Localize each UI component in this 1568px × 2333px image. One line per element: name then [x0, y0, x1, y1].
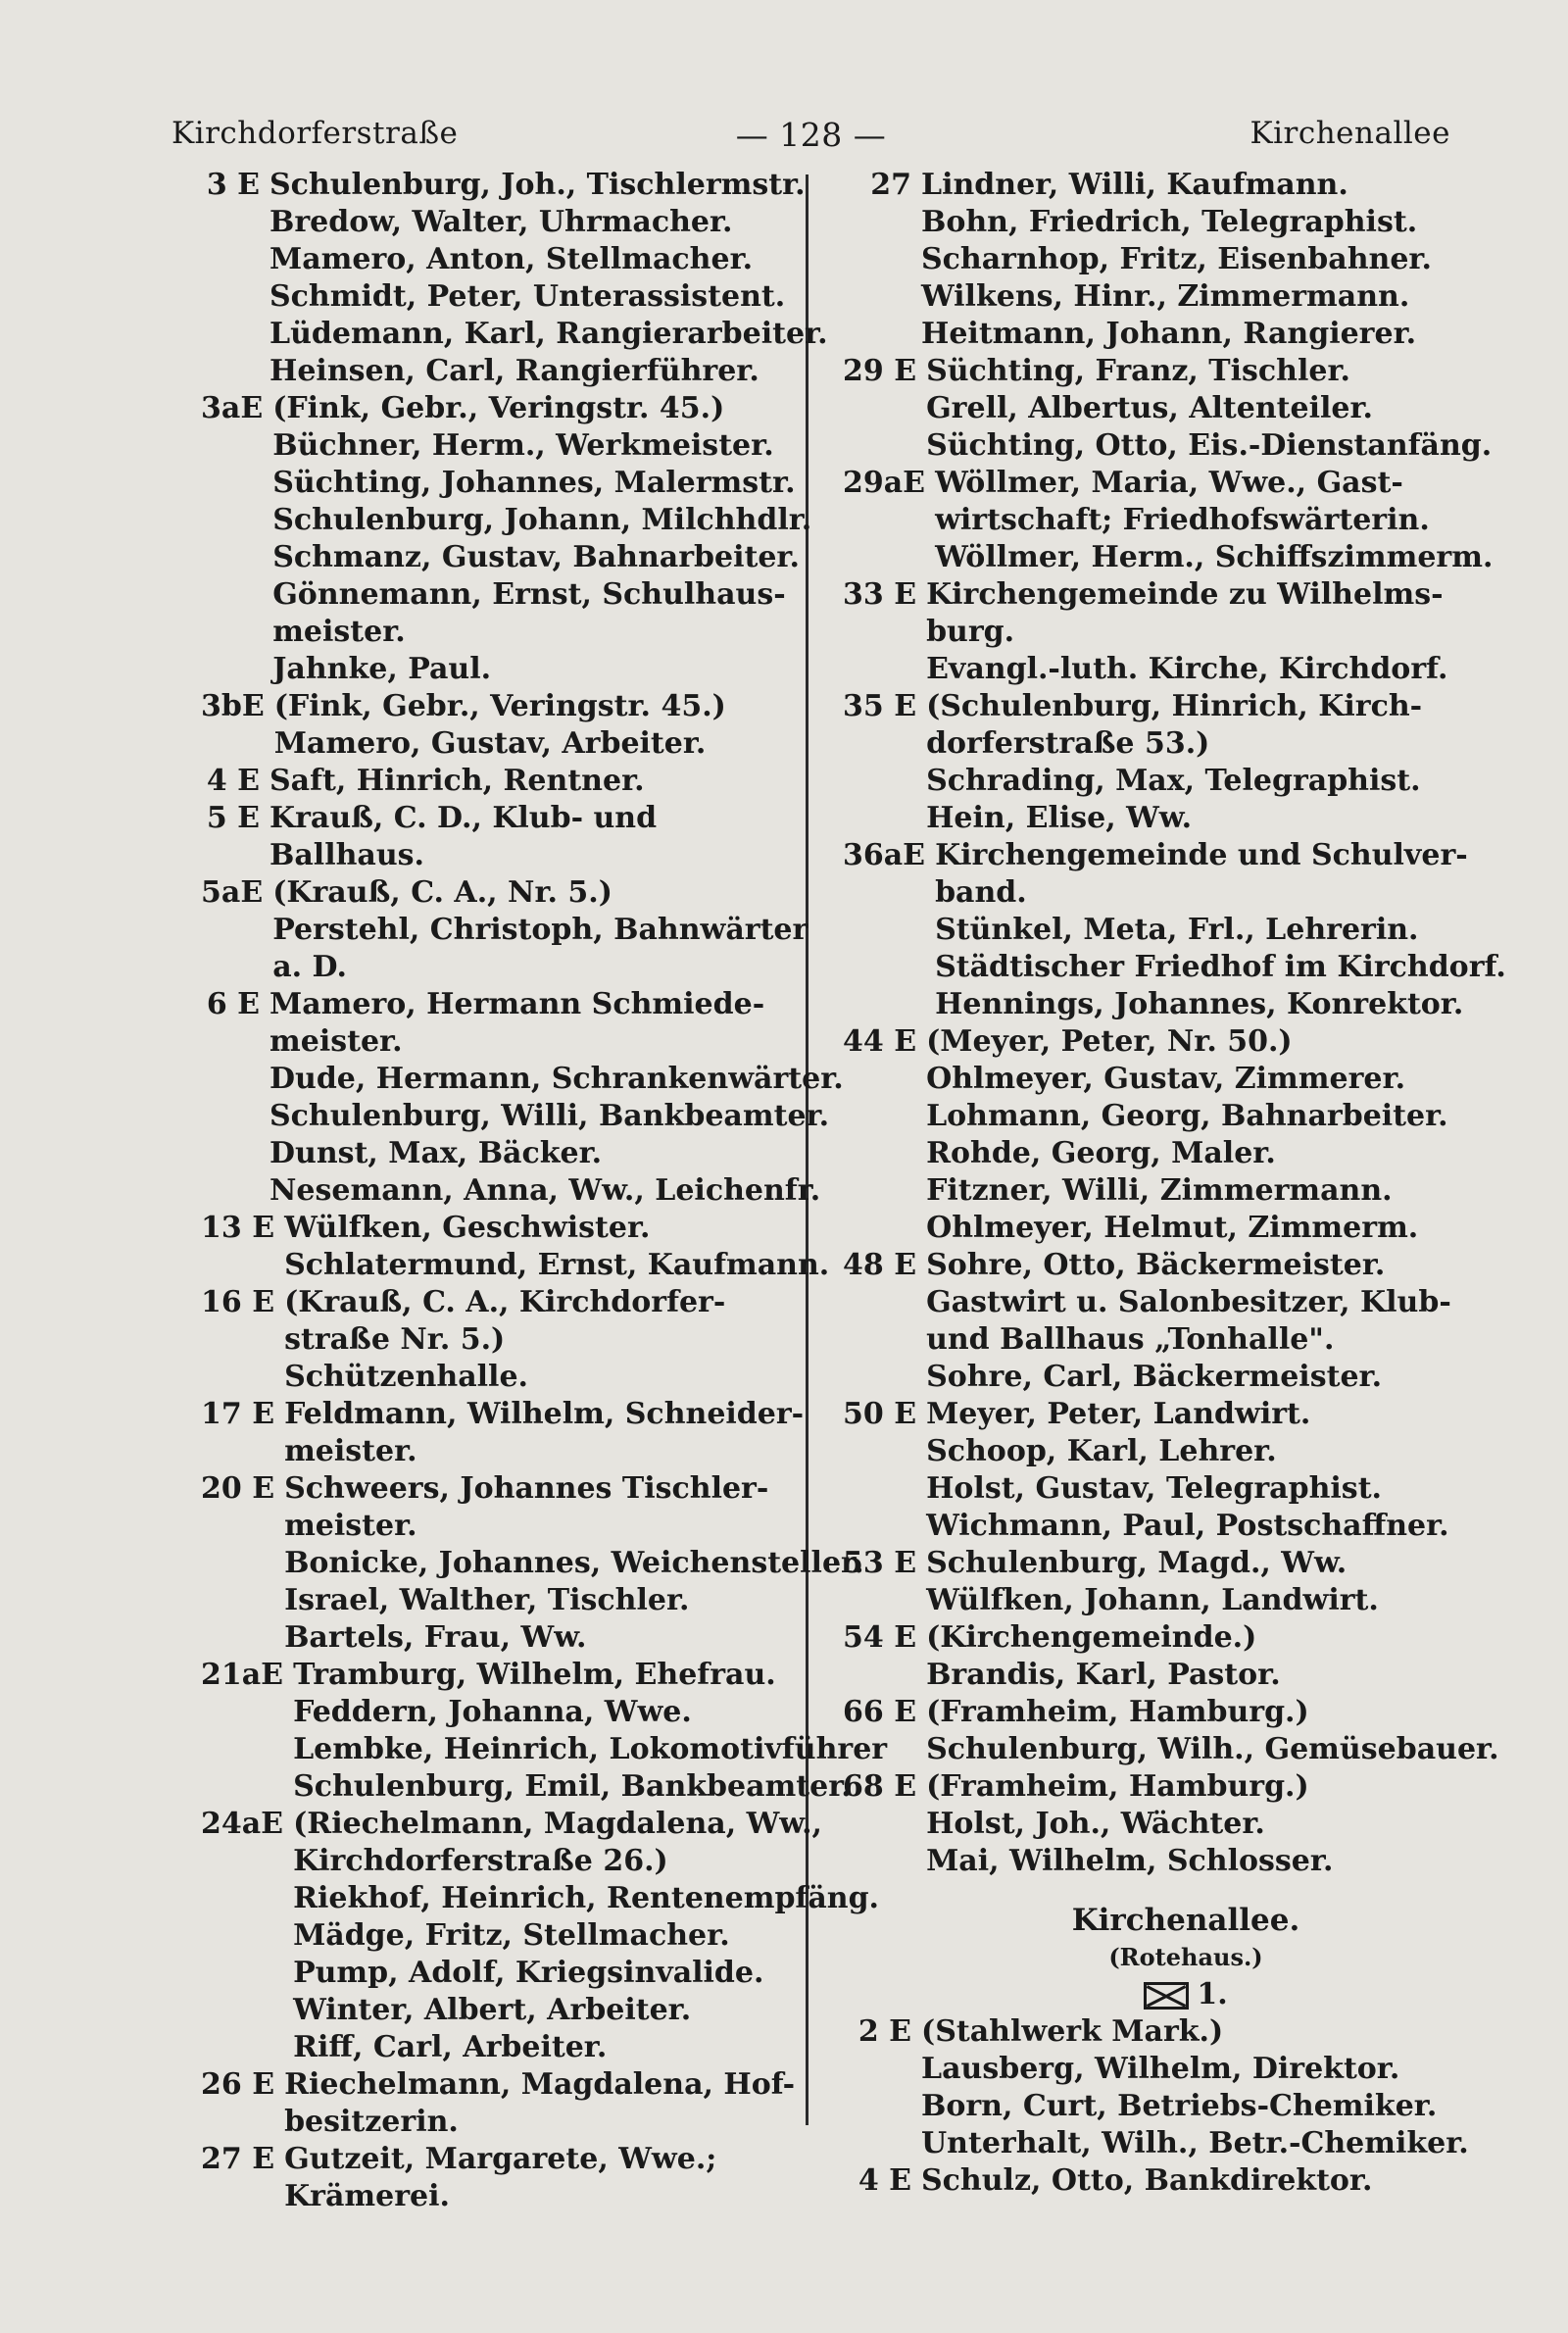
entry-text: [935, 837, 1506, 1023]
postal-district-number: 1.: [1197, 1977, 1228, 2011]
entry-line: und Ballhaus „Tonhalle".: [926, 1322, 1335, 1357]
house-number: 27 E: [201, 2142, 275, 2176]
entry-line: Schulenburg, Willi, Bankbeamter.: [270, 1099, 830, 1133]
section-entries: [843, 2013, 1470, 2200]
entry-text: [926, 1247, 1470, 1396]
entry-line: (Framheim, Hamburg.): [926, 1769, 1309, 1804]
house-number: 50 E: [843, 1397, 917, 1431]
directory-entry: [201, 763, 808, 800]
entry-line: Mamero, Hermann Schmiede-: [270, 987, 765, 1021]
entry-line: Schoop, Karl, Lehrer.: [926, 1434, 1277, 1468]
entry-line: Kirchdorferstraße 26.): [293, 1844, 668, 1878]
entry-line: Ohlmeyer, Gustav, Zimmerer.: [926, 1062, 1406, 1096]
entry-text: [284, 2141, 808, 2215]
entry-line: Dunst, Max, Bäcker.: [270, 1136, 603, 1170]
directory-entry: [843, 1619, 1470, 1694]
entry-line: Schulenburg, Magd., Ww.: [926, 1546, 1348, 1580]
entry-line: Wülfken, Geschwister.: [284, 1211, 651, 1245]
entry-text: [926, 576, 1470, 688]
entry-line: Riff, Carl, Arbeiter.: [293, 2030, 608, 2064]
entry-line: Schmanz, Gustav, Bahnarbeiter.: [272, 540, 800, 574]
directory-entry: [201, 167, 828, 390]
entry-text: [935, 465, 1493, 576]
house-number: 53 E: [843, 1546, 917, 1580]
entry-line: Schweers, Johannes Tischler-: [284, 1471, 769, 1506]
entry-line: Mädge, Fritz, Stellmacher.: [293, 1918, 730, 1953]
entry-text: [272, 874, 808, 986]
entry-line: Lembke, Heinrich, Lokomotivführer: [293, 1732, 888, 1766]
street-section: [911, 1902, 1460, 2013]
house-number: 36aE: [843, 838, 926, 872]
entry-line: Gutzeit, Margarete, Wwe.;: [284, 2142, 717, 2176]
entry-line: Jahnke, Paul.: [272, 652, 492, 686]
house-number: 27: [870, 168, 911, 202]
entry-text: [926, 1619, 1470, 1694]
entry-text: [270, 986, 844, 1210]
entry-line: Heinsen, Carl, Rangierführer.: [270, 354, 760, 388]
envelope-icon: [1144, 1982, 1189, 2010]
entry-text: [270, 800, 808, 874]
house-number: 54 E: [843, 1620, 917, 1655]
entry-line: Süchting, Franz, Tischler.: [926, 354, 1350, 388]
entry-line: Bartels, Frau, Ww.: [284, 1620, 587, 1655]
entry-line: (Kirchengemeinde.): [926, 1620, 1257, 1655]
entry-line: Mamero, Gustav, Arbeiter.: [273, 726, 707, 761]
directory-entry: [201, 800, 808, 874]
entry-line: Grell, Albertus, Altenteiler.: [926, 391, 1373, 425]
house-number: 16 E: [201, 1285, 275, 1319]
directory-entry: [201, 986, 844, 1210]
entry-line: Schrading, Max, Telegraphist.: [926, 764, 1421, 798]
directory-entry: [201, 1210, 830, 1284]
entry-text: [270, 167, 828, 390]
right-column-entries: [843, 167, 1506, 1880]
directory-entry: [843, 1247, 1470, 1396]
house-number: 5aE: [201, 875, 264, 910]
entry-text: [921, 167, 1470, 353]
directory-entry: [843, 1768, 1470, 1880]
entry-text: [272, 390, 811, 688]
entry-text: [284, 1396, 808, 1470]
entry-line: Holst, Joh., Wächter.: [926, 1807, 1265, 1841]
house-number: 3 E: [206, 168, 260, 202]
section-subtitle: (Rotehaus.): [1108, 1943, 1263, 1971]
entry-line: (Krauß, C. A., Kirchdorfer-: [284, 1285, 726, 1319]
entry-line: Brandis, Karl, Pastor.: [926, 1658, 1281, 1692]
entry-line: Ballhaus.: [270, 838, 424, 872]
entry-text: [926, 1768, 1470, 1880]
entry-line: Gastwirt u. Salonbesitzer, Klub-: [926, 1285, 1451, 1319]
directory-entry: [201, 390, 812, 688]
entry-line: Lausberg, Wilhelm, Direktor.: [921, 2052, 1400, 2086]
entry-line: Büchner, Herm., Werkmeister.: [272, 428, 774, 463]
entry-text: [926, 1396, 1470, 1545]
entry-line: Wöllmer, Maria, Wwe., Gast-: [935, 466, 1403, 500]
entry-line: Unterhalt, Wilh., Betr.-Chemiker.: [921, 2126, 1469, 2160]
entry-line: Kirchengemeinde zu Wilhelms-: [926, 577, 1444, 612]
entry-text: [926, 353, 1492, 465]
entry-text: [270, 763, 808, 800]
entry-line: Sohre, Otto, Bäckermeister.: [926, 1248, 1386, 1282]
house-number: 13 E: [201, 1211, 275, 1245]
entry-line: Lindner, Willi, Kaufmann.: [921, 168, 1348, 202]
entry-line: Feldmann, Wilhelm, Schneider-: [284, 1397, 805, 1431]
entry-line: Riekhof, Heinrich, Rentenempfäng.: [293, 1881, 879, 1915]
directory-entry: [843, 1545, 1470, 1619]
entry-line: Winter, Albert, Arbeiter.: [293, 1993, 692, 2027]
entry-line: burg.: [926, 615, 1015, 649]
house-number: 26 E: [201, 2067, 275, 2102]
directory-entry: [201, 1470, 864, 1657]
entry-text: [284, 1210, 829, 1284]
entry-line: Holst, Gustav, Telegraphist.: [926, 1471, 1382, 1506]
entry-line: Evangl.-luth. Kirche, Kirchdorf.: [926, 652, 1448, 686]
entry-line: Rohde, Georg, Maler.: [926, 1136, 1276, 1170]
entry-line: Stünkel, Meta, Frl., Lehrerin.: [935, 913, 1419, 947]
entry-line: Hennings, Johannes, Konrektor.: [935, 987, 1464, 1021]
entry-line: Nesemann, Anna, Ww., Leichenfr.: [270, 1173, 821, 1208]
directory-entry: [201, 2141, 808, 2215]
entry-line: Schlatermund, Ernst, Kaufmann.: [284, 1248, 830, 1282]
house-number: 35 E: [843, 689, 917, 723]
house-number: 3bE: [201, 689, 265, 723]
entry-line: Fitzner, Willi, Zimmermann.: [926, 1173, 1393, 1208]
entry-line: (Fink, Gebr., Veringstr. 45.): [273, 689, 726, 723]
directory-entry: [843, 2162, 1470, 2200]
entry-text: [926, 1694, 1498, 1768]
entry-line: Schulenburg, Joh., Tischlermstr.: [270, 168, 806, 202]
house-number: 20 E: [201, 1471, 275, 1506]
entry-line: Krauß, C. D., Klub- und: [270, 801, 658, 835]
entry-line: a. D.: [272, 950, 347, 984]
directory-entry: [843, 576, 1470, 688]
section-title: Kirchenallee.: [1071, 1903, 1300, 1938]
entry-line: Süchting, Otto, Eis.-Dienstanfäng.: [926, 428, 1493, 463]
entry-line: Städtischer Friedhof im Kirchdorf.: [935, 950, 1506, 984]
directory-entry: [843, 167, 1470, 353]
entry-line: Scharnhop, Fritz, Eisenbahner.: [921, 242, 1432, 276]
entry-line: meister.: [284, 1434, 417, 1468]
house-number: 44 E: [843, 1024, 917, 1059]
entry-line: Kirchengemeinde und Schulver-: [935, 838, 1468, 872]
entry-line: Saft, Hinrich, Rentner.: [270, 764, 645, 798]
directory-entry: [201, 874, 808, 986]
entry-line: Wichmann, Paul, Postschaffner.: [926, 1509, 1449, 1543]
directory-entry: [201, 688, 808, 763]
entry-line: Mamero, Anton, Stellmacher.: [270, 242, 754, 276]
postal-district: [911, 1976, 1460, 2013]
entry-line: band.: [935, 875, 1027, 910]
entry-line: Dude, Hermann, Schrankenwärter.: [270, 1062, 844, 1096]
header-street-left: Kirchdorferstraße: [172, 116, 459, 151]
entry-line: Schulenburg, Johann, Milchhdlr.: [272, 503, 812, 537]
entry-text: [926, 1545, 1470, 1619]
entry-line: Heitmann, Johann, Rangierer.: [921, 317, 1417, 351]
house-number: 4 E: [858, 2163, 911, 2198]
directory-entry: [843, 837, 1506, 1023]
entry-line: Hein, Elise, Ww.: [926, 801, 1193, 835]
directory-entry: [201, 1806, 879, 2066]
entry-line: Süchting, Johannes, Malermstr.: [272, 466, 796, 500]
page-number: — 128 —: [735, 116, 887, 154]
directory-entry: [201, 1284, 808, 1396]
house-number: 48 E: [843, 1248, 917, 1282]
entry-line: Ohlmeyer, Helmut, Zimmerm.: [926, 1211, 1419, 1245]
entry-line: Riechelmann, Magdalena, Hof-: [284, 2067, 796, 2102]
house-number: 6 E: [206, 987, 260, 1021]
entry-line: Mai, Wilhelm, Schlosser.: [926, 1844, 1334, 1878]
house-number: 17 E: [201, 1397, 275, 1431]
house-number: 68 E: [843, 1769, 917, 1804]
directory-entry: [201, 2066, 808, 2141]
entry-line: wirtschaft; Friedhofswärterin.: [935, 503, 1430, 537]
entry-line: Pump, Adolf, Kriegsinvalide.: [293, 1956, 764, 1990]
entry-line: Tramburg, Wilhelm, Ehefrau.: [293, 1658, 776, 1692]
directory-entry: [843, 465, 1494, 576]
entry-line: Schulenburg, Emil, Bankbeamter.: [293, 1769, 852, 1804]
entry-line: Bohn, Friedrich, Telegraphist.: [921, 205, 1418, 239]
entry-text: [926, 688, 1470, 837]
entry-text: [284, 1470, 863, 1657]
entry-line: Wöllmer, Herm., Schiffszimmerm.: [935, 540, 1494, 574]
entry-line: Schmidt, Peter, Unterassistent.: [270, 279, 786, 314]
entry-line: Wilkens, Hinr., Zimmermann.: [921, 279, 1410, 314]
house-number: 29aE: [843, 466, 926, 500]
entry-text: [293, 1806, 879, 2066]
entry-text: [921, 2162, 1470, 2200]
directory-entry: [843, 1694, 1499, 1768]
entry-text: [293, 1657, 887, 1806]
entry-line: (Krauß, C. A., Nr. 5.): [272, 875, 612, 910]
directory-entry: [843, 1023, 1470, 1247]
entry-line: meister.: [272, 615, 406, 649]
header-street-right: Kirchenallee: [1250, 116, 1450, 151]
directory-entry: [843, 1396, 1470, 1545]
entry-line: Meyer, Peter, Landwirt.: [926, 1397, 1311, 1431]
entry-text: [921, 2013, 1470, 2162]
entry-line: Schützenhalle.: [284, 1360, 528, 1394]
entry-line: Perstehl, Christoph, Bahnwärter: [272, 913, 808, 947]
entry-line: (Framheim, Hamburg.): [926, 1695, 1309, 1729]
entry-text: [926, 1023, 1470, 1247]
directory-entry: [843, 688, 1470, 837]
entry-line: (Meyer, Peter, Nr. 50.): [926, 1024, 1293, 1059]
entry-line: meister.: [284, 1509, 417, 1543]
house-number: 33 E: [843, 577, 917, 612]
entry-line: meister.: [270, 1024, 403, 1059]
entry-line: Feddern, Johanna, Wwe.: [293, 1695, 692, 1729]
directory-entry: [843, 353, 1493, 465]
entry-line: Schulz, Otto, Bankdirektor.: [921, 2163, 1373, 2198]
house-number: 2 E: [858, 2014, 911, 2049]
entry-line: dorferstraße 53.): [926, 726, 1210, 761]
house-number: 24aE: [201, 1807, 284, 1841]
entry-line: (Stahlwerk Mark.): [921, 2014, 1224, 2049]
entry-text: [274, 688, 808, 763]
house-number: 4 E: [206, 764, 260, 798]
house-number: 66 E: [843, 1695, 917, 1729]
right-column: [843, 167, 1506, 2200]
house-number: 5 E: [206, 801, 260, 835]
house-number: 3aE: [201, 391, 264, 425]
directory-entry: [843, 2013, 1470, 2162]
house-number: 21aE: [201, 1658, 284, 1692]
entry-line: Schulenburg, Wilh., Gemüsebauer.: [926, 1732, 1499, 1766]
entry-line: straße Nr. 5.): [284, 1322, 506, 1357]
entry-line: (Riechelmann, Magdalena, Ww.,: [293, 1807, 822, 1841]
entry-line: Bonicke, Johannes, Weichensteller.: [284, 1546, 864, 1580]
entry-line: Israel, Walther, Tischler.: [284, 1583, 690, 1617]
running-head: [172, 116, 1450, 165]
entry-line: Lüdemann, Karl, Rangierarbeiter.: [270, 317, 828, 351]
entry-text: [284, 2066, 808, 2141]
entry-line: Sohre, Carl, Bäckermeister.: [926, 1360, 1383, 1394]
entry-line: Lohmann, Georg, Bahnarbeiter.: [926, 1099, 1448, 1133]
entry-line: Gönnemann, Ernst, Schulhaus-: [272, 577, 786, 612]
entry-line: Born, Curt, Betriebs-Chemiker.: [921, 2089, 1438, 2123]
directory-entry: [201, 1396, 808, 1470]
entry-line: (Schulenburg, Hinrich, Kirch-: [926, 689, 1423, 723]
entry-text: [284, 1284, 808, 1396]
entry-line: Wülfken, Johann, Landwirt.: [926, 1583, 1379, 1617]
entry-line: (Fink, Gebr., Veringstr. 45.): [272, 391, 725, 425]
entry-line: besitzerin.: [284, 2105, 459, 2139]
house-number: 29 E: [843, 354, 917, 388]
entry-line: Krämerei.: [284, 2179, 450, 2213]
entry-line: Bredow, Walter, Uhrmacher.: [270, 205, 733, 239]
